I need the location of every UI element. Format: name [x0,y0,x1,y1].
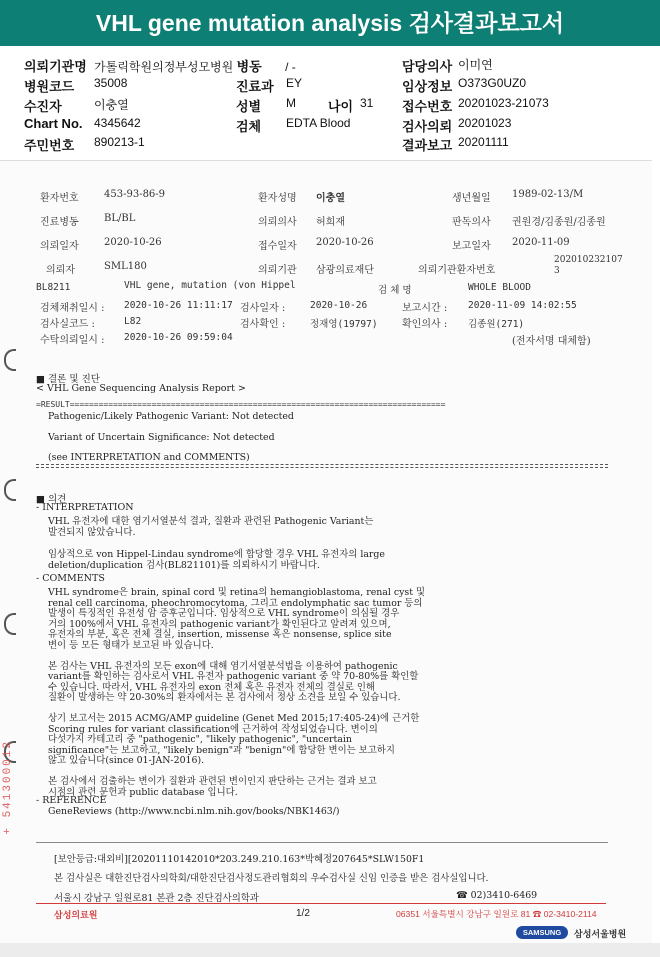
binder-hole [4,613,16,635]
footer-divider [36,842,608,843]
req-org-patient-no-value: 202010232107 [554,255,623,265]
req-date-value: 2020-10-26 [104,237,162,248]
specimen-name-value: WHOLE BLOOD [468,282,531,293]
receipt-date-value: 2020-10-26 [316,237,374,248]
page-number: 1/2 [296,908,310,919]
requester-label: 의뢰자 [46,265,75,276]
text-line: 발생이 특징적인 유전성 암 증후군입니다. 임상적으로 VHL syndrome이 의심될 경우 [48,608,400,619]
patient-name-label: 환자성명 [258,193,297,204]
req-doctor-label: 의뢰의사 [258,217,297,228]
certification-line: 본 검사실은 대한진단검사의학회/대한진단검사정도관리협회의 우수검사실 신임 인증을 받은 검사실입니다. [54,873,489,884]
hospital-code-field: 병원코드 35008 [24,76,128,94]
reading-doctor-value: 권원경/김종원/김종원 [512,217,606,228]
report-date-field: 결과보고 20201111 [402,135,509,153]
dept-field: 진료과 EY [236,76,303,94]
reading-doctor-label: 판독의사 [452,217,491,228]
test-date-value: 2020-10-26 [310,300,368,311]
dob-value: 1989-02-13/M [512,189,584,200]
req-org-patient-no-label: 의뢰기관환자번호 [418,265,496,276]
req-org-patient-no-suffix: 3 [554,266,560,276]
dob-label: 생년월일 [452,193,491,204]
rrn-field: 주민번호 890213-1 [24,135,145,153]
scanned-report-page [0,160,652,944]
test-confirm-value: 정재영(19797) [310,319,378,330]
req-org-label: 의뢰기관 [258,265,297,276]
text-line: 다섯가지 카테고리 중 "pathogenic", "likely pathogenic", "uncertain [48,734,352,745]
text-line: VHL 유전자에 대한 염기서열분석 결과, 질환과 관련된 Pathogenic Variant는 [48,516,374,527]
brand-hospital-name: 삼성서울병원 [574,929,627,939]
collection-time-label: 검체채취일시 : [40,303,105,314]
reference-heading: - REFERENCE [36,795,107,806]
reference-line: GeneReviews (http://www.ncbi.nlm.nih.gov/books/NBK1463/) [48,806,340,817]
confirm-doctor-value: 김종원(271) [468,319,525,330]
ward-value: BL/BL [104,213,136,224]
report-date-label: 보고일자 [452,241,491,252]
text-line: 않고 있습니다(since 01-JAN-2016). [48,755,205,766]
confirm-doctor-label: 확인의사 : [402,319,448,330]
result-line: (see INTERPRETATION and COMMENTS) [48,452,250,463]
lab-address: 서울시 강남구 일원로81 본관 2층 진단검사의학과 [54,893,259,904]
text-line: 본 검사는 VHL 유전자의 모든 exon에 대해 염기서열분석법을 이용하여 pathogenic [48,660,398,672]
report-time-label: 보고시간 : [402,303,448,314]
text-line: 본 검사에서 검출하는 변이가 질환과 관련된 변이인지 판단하는 근거는 결과 보고 [48,776,377,787]
samsung-logo: SAMSUNG [516,926,568,939]
binder-hole [4,479,16,501]
report-time-value: 2020-11-09 14:02:55 [468,300,577,311]
req-doctor-value: 허희재 [316,217,345,228]
collection-time-value: 2020-10-26 11:11:17 [124,300,233,311]
result-heading: ■ 결론 및 진단 [36,374,100,385]
side-serial-number: + 541300012 [2,740,14,835]
test-confirm-label: 검사확인 : [240,319,286,330]
hospital-address: 06351 서울특별시 강남구 일원로 81 ☎ 02-3410-2114 [396,909,597,919]
opinion-heading: ■ 의견 [36,494,67,505]
result-line: Pathogenic/Likely Pathogenic Variant: Not detected [48,411,294,422]
request-date-field: 검사의뢰 20201023 [402,116,512,134]
text-line: significance"는 보고하고, "likely benign"과 "benign"에 합당한 변이는 보고하지 [48,744,395,756]
institution-field: 의뢰기관명 가톨릭학원의정부성모병원 병동 / - [24,59,296,74]
doctor-field: 담당의사 이미연 [402,58,493,74]
patient-no-value: 453-93-86-9 [104,189,166,200]
result-divider [36,464,608,465]
result-subheading: < VHL Gene Sequencing Analysis Report > [36,383,246,394]
text-line: 유전자의 부분, 혹은 전체 결실, insertion, missense 혹은 nonsense, splice site [48,629,392,640]
req-date-label: 의뢰일자 [40,241,79,252]
text-line: 거의 100%에서 VHL 유전자의 pathogenic variant가 확인된다고 알려져 있으며, [48,618,391,630]
req-org-value: 삼광의료재단 [316,265,374,276]
patient-no-label: 환자번호 [40,193,79,204]
result-divider [36,467,608,468]
text-line: 임상적으로 von Hippel-Lindau syndrome에 합당할 경우 VHL 유전자의 large [48,549,385,560]
text-line: 상기 보고서는 2015 ACMG/AMP guideline (Genet Med 2015;17:405-24)에 근거한 [48,713,420,724]
lab-phone: ☎ 02)3410-6469 [456,890,538,901]
test-date-label: 검사일자 : [240,303,286,314]
specimen-name-label: 검 체 명 [378,285,412,296]
bottom-strip [0,943,660,957]
security-line: [보안등급:대외비][20201110142010*203.249.210.163*박혜정207645*SLW150F1 [54,854,425,865]
red-divider [36,903,606,904]
clinical-info-field: 임상정보 O373G0UZ0 [402,76,527,94]
esign-note: (전자서명 대체함) [512,336,591,347]
header-info [0,46,660,156]
binder-hole [4,349,16,371]
receipt-date-label: 접수일자 [258,241,297,252]
consign-time-label: 수탁의뢰일시 : [40,335,105,346]
text-line: 질환이 발생하는 약 20-30%의 환자에서는 본 검사에서 정상 소견을 보일 수 있습니다. [48,692,401,703]
text-line: 시점의 관련 문헌과 public database 입니다. [48,786,238,798]
receipt-no-field: 접수번호 20201023-21073 [402,96,549,114]
specimen-field: 검체 EDTA Blood [236,116,351,134]
ward-label: 진료병동 [40,217,79,228]
text-line: variant를 확인하는 검사로서 VHL 유전자 pathogenic variant 중 약 70-80%를 확인할 [48,671,419,682]
text-line: VHL syndrome은 brain, spinal cord 및 retina의 hemangioblastoma, renal cyst 및 [48,587,426,598]
text-line: 변이 등 모든 형태가 보고된 바 있습니다. [48,639,214,651]
lab-code-label: 검사실코드 : [40,319,95,330]
report-title-banner: VHL gene mutation analysis 검사결과보고서 [0,0,660,46]
test-name: VHL gene, mutation (von Hippel [124,280,296,291]
text-line: 수 있습니다. 따라서, VHL 유전자의 exon 전체 혹은 유전자 전체의 결실로 인해 [48,681,375,693]
requester-value: SML180 [104,261,147,272]
report-date-value: 2020-11-09 [512,237,570,248]
result-rule: =RESULT============================================================================== [36,400,446,409]
text-line: renal cell carcinoma, pheochromocytoma, 그리고 endolymphatic sac tumor 등의 [48,597,423,609]
test-code: BL8211 [36,282,71,293]
chart-no-field: Chart No. 4345642 [24,116,141,131]
text-line: Scoring rules for variant classification에 근거하여 작성되었습니다. 변이의 [48,723,378,735]
comments-heading: - COMMENTS [36,573,105,584]
interpretation-heading: - INTERPRETATION [36,502,134,513]
text-line: deletion/duplication 검사(BL821101)를 의뢰하시기 바랍니다. [48,560,320,571]
lab-code-value: L82 [124,316,142,327]
patient-name-value: 이충열 [316,193,345,204]
text-line: 발견되지 않았습니다. [48,527,136,538]
result-line: Variant of Uncertain Significance: Not detected [48,432,275,443]
hospital-left: 삼성의료원 [54,910,98,920]
consign-time-value: 2020-10-26 09:59:04 [124,332,233,343]
receiver-field: 수진자 이충열 [24,98,129,114]
sex-age-field: 성별 M 나이 31 [236,96,374,114]
